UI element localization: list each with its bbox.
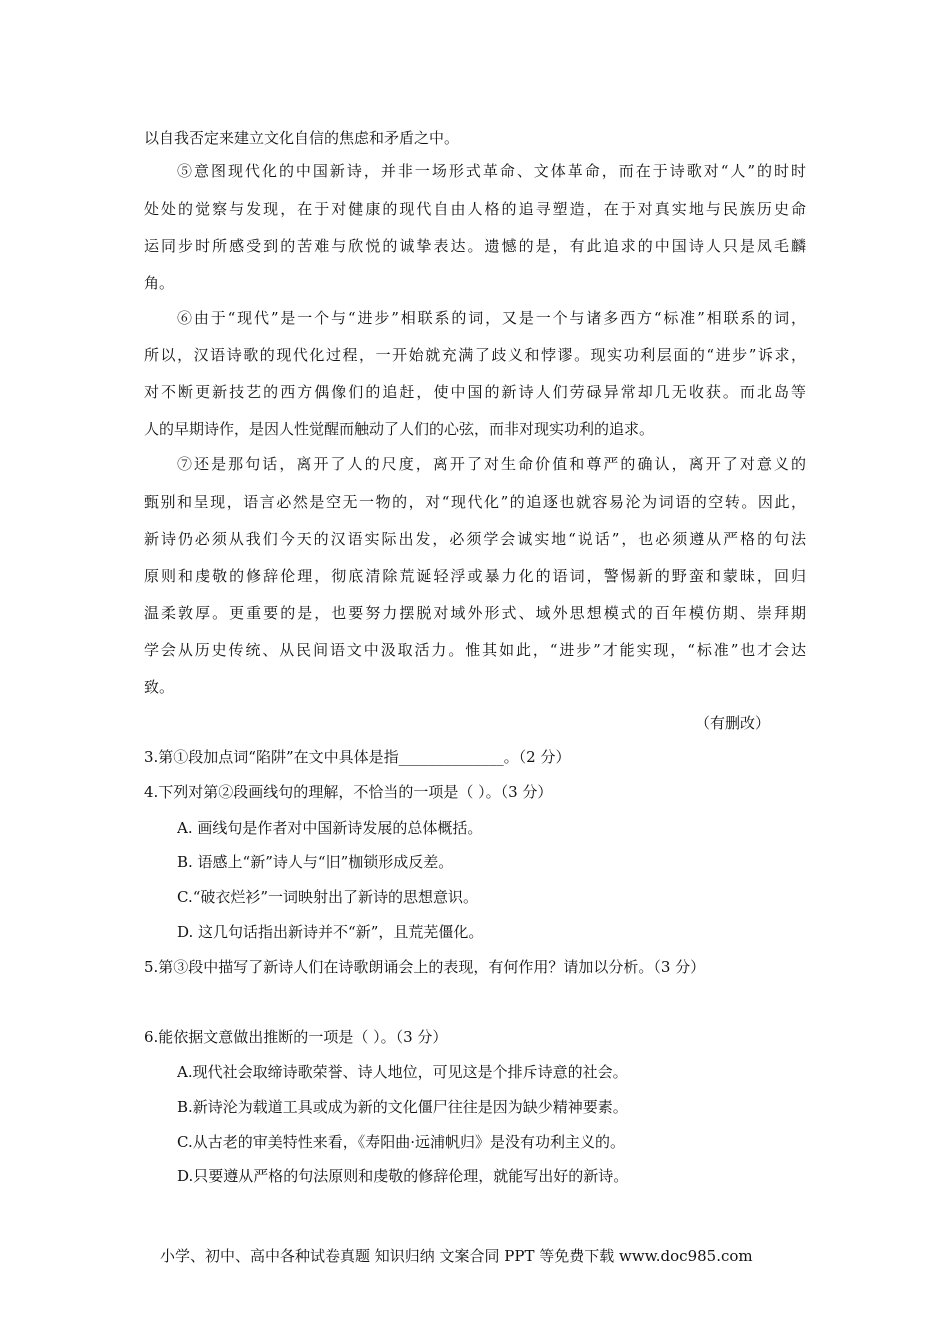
paragraph-6-line: 人的早期诗作，是因人性觉醒而触动了人们的心弦，而非对现实功利的追求。	[144, 420, 655, 438]
paragraph-7-line: 原则和虔敬的修辞伦理，彻底清除荒诞轻浮或暴力化的语词，警惕新的野蛮和蒙昧，回归	[144, 567, 806, 585]
paragraph-7-line: 新诗仍必须从我们今天的汉语实际出发，必须学会诚实地“说话”，也必须遵从严格的句法	[144, 530, 806, 548]
paragraph-5-line: ⑤意图现代化的中国新诗，并非一场形式革命、文体革命，而在于诗歌对“人”的时时	[177, 162, 806, 180]
paragraph-5-line: 角。	[144, 274, 175, 292]
paragraph-6-line: 所以，汉语诗歌的现代化过程，一开始就充满了歧义和悖谬。现实功利层面的“进步”诉求，	[144, 346, 806, 364]
question-4-option-c: C.“破衣烂衫”一词映射出了新诗的思想意识。	[177, 888, 479, 906]
question-4-option-a: A. 画线句是作者对中国新诗发展的总体概括。	[177, 819, 483, 837]
paragraph-5-line: 运同步时所感受到的苦难与欣悦的诚挚表达。遗憾的是，有此追求的中国诗人只是凤毛麟	[144, 237, 806, 255]
question-6-option-b: B.新诗沦为载道工具或成为新的文化僵尸往往是因为缺少精神要素。	[177, 1098, 628, 1116]
question-4-stem: 4.下列对第②段画线句的理解，不恰当的一项是（ ）。（3 分）	[144, 783, 553, 801]
question-6-option-d: D.只要遵从严格的句法原则和虔敬的修辞伦理，就能写出好的新诗。	[177, 1167, 629, 1185]
paragraph-4-tail: 以自我否定来建立文化自信的焦虑和矛盾之中。	[144, 129, 460, 147]
paragraph-5-line: 处处的觉察与发现，在于对健康的现代自由人格的追寻塑造，在于对真实地与民族历史命	[144, 200, 806, 218]
question-6-option-a: A.现代社会取缔诗歌荣誉、诗人地位，可见这是个排斥诗意的社会。	[177, 1063, 628, 1081]
question-5: 5.第③段中描写了新诗人们在诗歌朗诵会上的表现，有何作用？请加以分析。（3 分）	[144, 958, 706, 976]
page-footer: 小学、初中、高中各种试卷真题 知识归纳 文案合同 PPT 等免费下载 www.doc985.com	[160, 1247, 753, 1265]
paragraph-7-line: 甄别和呈现，语言必然是空无一物的，对“现代化”的追逐也就容易沦为词语的空转。因此，	[144, 493, 806, 511]
paragraph-7-line: 温柔敦厚。更重要的是，也要努力摆脱对域外形式、域外思想模式的百年模仿期、崇拜期	[144, 604, 806, 622]
paragraph-7-line: 致。	[144, 678, 175, 696]
paragraph-7-line: 学会从历史传统、从民间语文中汲取活力。惟其如此，“进步”才能实现，“标准”也才会达	[144, 641, 806, 659]
question-4-option-d: D. 这几句话指出新诗并不“新”，且荒芜僵化。	[177, 923, 484, 941]
question-3: 3.第①段加点词“陷阱”在文中具体是指______________。（2 分）	[144, 748, 571, 766]
paragraph-6-line: ⑥由于“现代”是一个与“进步”相联系的词，又是一个与诸多西方“标准”相联系的词，	[177, 309, 806, 327]
question-6-stem: 6.能依据文意做出推断的一项是（ ）。（3 分）	[144, 1028, 448, 1046]
source-note: （有删改）	[694, 714, 770, 732]
paragraph-7-line: ⑦还是那句话，离开了人的尺度，离开了对生命价值和尊严的确认，离开了对意义的	[177, 455, 806, 473]
question-4-option-b: B. 语感上“新”诗人与“旧”枷锁形成反差。	[177, 853, 454, 871]
question-6-option-c: C.从古老的审美特性来看，《寿阳曲·远浦帆归》是没有功利主义的。	[177, 1133, 625, 1151]
paragraph-6-line: 对不断更新技艺的西方偶像们的追赶，使中国的新诗人们劳碌异常却几无收获。而北岛等	[144, 383, 806, 401]
